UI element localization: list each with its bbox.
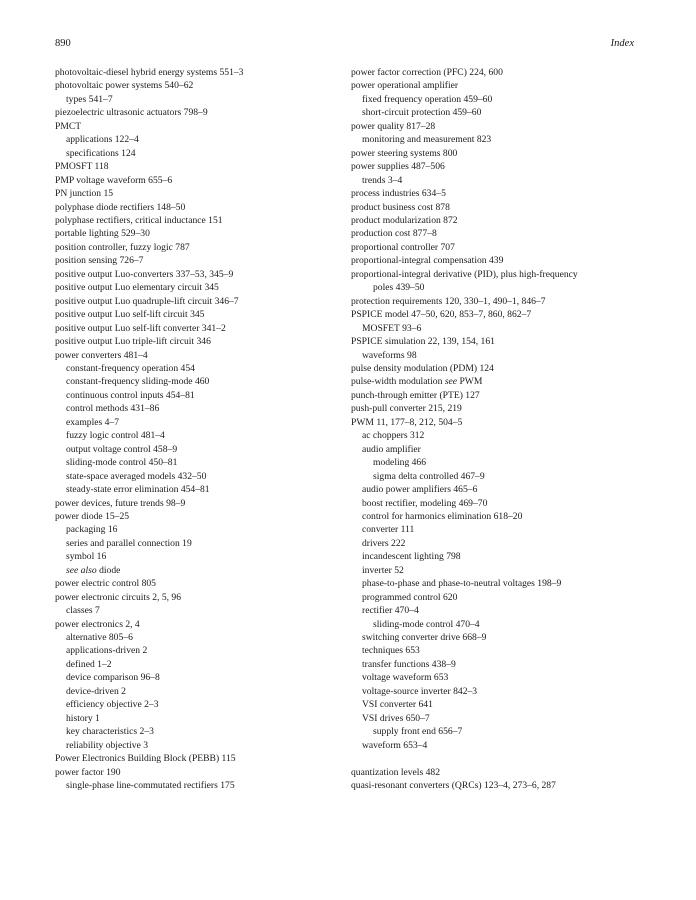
index-subentry: alternative 805–6: [66, 632, 133, 644]
running-head: Index: [610, 38, 634, 49]
index-subentry: device-driven 2: [66, 685, 126, 697]
index-subentry: ac choppers 312: [362, 430, 425, 442]
index-subentry: waveform 653–4: [362, 739, 428, 751]
index-entry: product modularization 872: [351, 214, 458, 226]
index-entry: PMP voltage waveform 655–6: [55, 174, 173, 186]
index-entry: piezoelectric ultrasonic actuators 798–9: [55, 107, 208, 119]
index-entry: PSPICE model 47–50, 620, 853–7, 860, 862–7: [351, 309, 532, 321]
index-entry: [351, 375, 651, 388]
index-subentry: poles 439–50: [373, 282, 425, 294]
index-entry: power factor correction (PFC) 224, 600: [351, 67, 503, 78]
index-subentry: VSI drives 650–7: [362, 712, 430, 724]
index-entry: polyphase diode rectifiers 148–50: [55, 201, 186, 213]
cross-reference-target: PWM: [459, 376, 483, 388]
index-entry: proportional-integral derivative (PID), plus high-frequency: [351, 268, 578, 280]
index-entry: PSPICE simulation 22, 139, 154, 161: [351, 336, 495, 348]
index-subentry: examples 4–7: [66, 416, 120, 428]
index-subentry: steady-state error elimination 454–81: [66, 484, 210, 496]
index-subentry: device comparison 96–8: [66, 672, 160, 684]
index-entry: power electronics 2, 4: [55, 618, 140, 630]
index-subentry: sliding-mode control 450–81: [66, 457, 178, 469]
index-subentry: transfer functions 438–9: [362, 658, 456, 670]
index-subentry: monitoring and measurement 823: [362, 134, 492, 146]
index-subentry: boost rectifier, modeling 469–70: [362, 497, 488, 509]
index-subentry: techniques 653: [362, 645, 420, 657]
index-subentry: audio amplifier: [362, 443, 421, 455]
index-subentry: programmed control 620: [362, 591, 458, 603]
index-subentry: supply front end 656–7: [373, 726, 463, 738]
index-entry: PMOSFT 118: [55, 161, 109, 173]
index-subentry: rectifier 470–4: [362, 605, 419, 617]
index-entry: photovoltaic-diesel hybrid energy systems 551–3: [55, 67, 244, 78]
index-subentry: key characteristics 2–3: [66, 726, 154, 738]
index-subentry: constant-frequency sliding-mode 460: [66, 376, 210, 388]
index-entry: proportional-integral compensation 439: [351, 255, 504, 267]
index-column-right: [351, 66, 651, 792]
index-entry: power diode 15–25: [55, 510, 130, 522]
index-entry-text: pulse-width modulation: [351, 376, 443, 388]
index-subentry: state-space averaged models 432–50: [66, 470, 207, 482]
index-subentry: converter 111: [362, 524, 415, 536]
index-entry: positive output Luo-converters 337–53, 345–9: [55, 268, 234, 280]
index-subentry: phase-to-phase and phase-to-neutral voltages 198–9: [362, 578, 562, 590]
index-subentry: switching converter drive 668–9: [362, 632, 487, 644]
index-entry: PWM 11, 177–8, 212, 504–5: [351, 416, 463, 428]
index-subentry: fuzzy logic control 481–4: [66, 430, 165, 442]
index-subentry: incandescent lighting 798: [362, 551, 461, 563]
index-subentry: trends 3–4: [362, 174, 403, 186]
index-subentry: constant-frequency operation 454: [66, 362, 195, 374]
index-entry: power steering systems 800: [351, 147, 458, 159]
index-entry: quasi-resonant converters (QRCs) 123–4, 273–6, 287: [351, 780, 556, 791]
index-entry: polyphase rectifiers, critical inductance 151: [55, 214, 223, 226]
index-subentry: reliability objective 3: [66, 739, 149, 751]
index-subentry: voltage waveform 653: [362, 672, 449, 684]
cross-reference-label: see: [444, 376, 458, 388]
index-subentry: drivers 222: [362, 537, 406, 549]
index-subentry: modeling 466: [373, 457, 427, 469]
index-entry: positive output Luo self-lift converter 341–2: [55, 322, 226, 334]
index-entry: positive output Luo triple-lift circuit 346: [55, 336, 211, 348]
index-entry: quantization levels 482: [351, 766, 440, 778]
index-subentry: VSI converter 641: [362, 699, 433, 711]
index-subentry: MOSFET 93–6: [362, 322, 422, 334]
index-entry: position controller, fuzzy logic 787: [55, 241, 190, 253]
index-entry: production cost 877–8: [351, 228, 437, 240]
index-subentry: defined 1–2: [66, 658, 112, 670]
index-section-gap: [351, 752, 651, 765]
index-entry: PMCT: [55, 120, 82, 132]
index-subentry: inverter 52: [362, 564, 404, 576]
index-entry: Power Electronics Building Block (PEBB) 115: [55, 753, 236, 765]
index-entry: protection requirements 120, 330–1, 490–1, 846–7: [351, 295, 546, 307]
index-column-left: [55, 66, 355, 792]
index-subentry: single-phase line-commutated rectifiers 175: [66, 780, 235, 792]
index-entry: power electronic circuits 2, 5, 96: [55, 591, 182, 603]
index-subentry: [55, 564, 355, 577]
index-subentry: classes 7: [66, 605, 100, 617]
index-subentry: audio power amplifiers 465–6: [362, 484, 478, 496]
index-entry: position sensing 726–7: [55, 255, 144, 267]
index-entry: positive output Luo elementary circuit 345: [55, 282, 219, 294]
index-entry: proportional controller 707: [351, 241, 455, 253]
index-subentry: voltage-source inverter 842–3: [362, 685, 478, 697]
index-subentry: history 1: [66, 712, 100, 724]
index-entry: power operational amplifier: [351, 80, 459, 92]
index-subentry: efficiency objective 2–3: [66, 699, 159, 711]
index-subentry: applications 122–4: [66, 134, 139, 146]
index-entry: pulse density modulation (PDM) 124: [351, 362, 494, 374]
index-subentry: output voltage control 458–9: [66, 443, 178, 455]
index-subentry: applications-driven 2: [66, 645, 148, 657]
index-entry: product business cost 878: [351, 201, 450, 213]
index-entry: process industries 634–5: [351, 188, 446, 200]
index-subentry: waveforms 98: [362, 349, 417, 361]
index-subentry: short-circuit protection 459–60: [362, 107, 482, 119]
page-number: 890: [55, 38, 71, 49]
index-subentry: continuous control inputs 454–81: [66, 389, 195, 401]
index-subentry: sliding-mode control 470–4: [373, 618, 480, 630]
index-entry: push-pull converter 215, 219: [351, 403, 462, 415]
index-entry: photovoltaic power systems 540–62: [55, 80, 194, 92]
index-entry: positive output Luo quadruple-lift circuit 346–7: [55, 295, 239, 307]
index-entry: portable lighting 529–30: [55, 228, 150, 240]
index-subentry: control for harmonics elimination 618–20: [362, 510, 523, 522]
index-subentry: series and parallel connection 19: [66, 537, 192, 549]
index-subentry: symbol 16: [66, 551, 107, 563]
index-entry: power converters 481–4: [55, 349, 148, 361]
index-subentry: specifications 124: [66, 147, 136, 159]
index-entry: PN junction 15: [55, 188, 114, 200]
index-entry: power devices, future trends 98–9: [55, 497, 186, 509]
index-entry: punch-through emitter (PTE) 127: [351, 389, 480, 401]
index-entry: power quality 817–28: [351, 120, 436, 132]
index-subentry: control methods 431–86: [66, 403, 160, 415]
index-entry: power electric control 805: [55, 578, 156, 590]
index-entry: positive output Luo self-lift circuit 345: [55, 309, 205, 321]
index-entry: power factor 190: [55, 766, 121, 778]
cross-reference-label: see also: [66, 564, 97, 576]
index-subentry: fixed frequency operation 459–60: [362, 93, 493, 105]
index-entry-text: diode: [99, 564, 121, 576]
index-subentry: packaging 16: [66, 524, 118, 536]
index-entry: power supplies 487–506: [351, 161, 445, 173]
index-subentry: sigma delta controlled 467–9: [373, 470, 485, 482]
index-subentry: types 541–7: [66, 93, 113, 105]
